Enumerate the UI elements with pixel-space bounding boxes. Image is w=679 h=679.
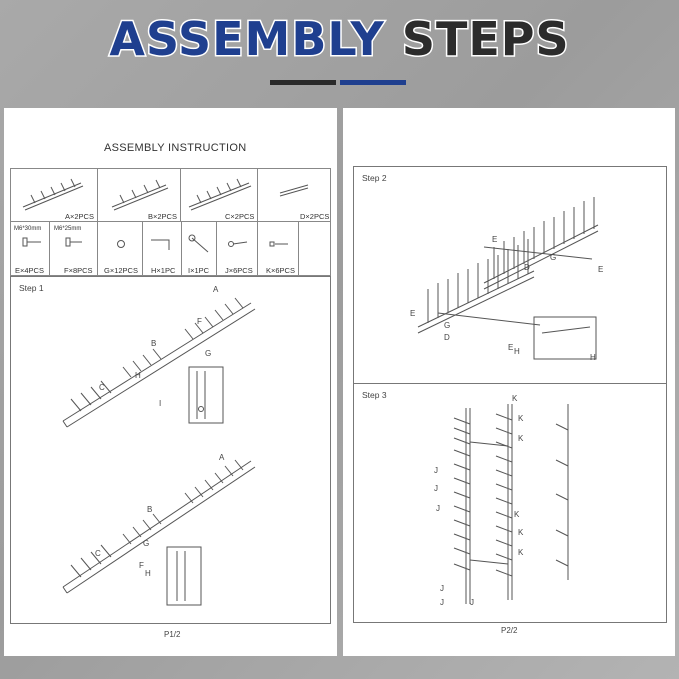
- part-cell-k: [257, 221, 299, 276]
- instruction-heading: ASSEMBLY INSTRUCTION: [104, 142, 247, 154]
- callout-f-upper: F: [197, 317, 202, 326]
- part-cell-a: [10, 168, 98, 222]
- step-3-label: Step 3: [362, 390, 387, 400]
- title-underline-dark: [270, 80, 336, 85]
- callout-j-4: J: [440, 584, 444, 593]
- callout-j-1: J: [434, 466, 438, 475]
- callout-a-lower: A: [219, 453, 225, 462]
- part-k-label: K×6PCS: [266, 266, 295, 275]
- part-e-spec: M6*30mm: [14, 226, 42, 232]
- callout-c-lower: C: [95, 549, 101, 558]
- callout-j-2: J: [434, 484, 438, 493]
- callout-g-left: G: [444, 321, 451, 330]
- part-cell-e: [10, 221, 50, 276]
- instruction-page-1: [4, 108, 337, 656]
- step-2-panel: [353, 166, 667, 384]
- part-cell-g: [97, 221, 143, 276]
- callout-k-6: K: [518, 548, 524, 557]
- part-a-label: A×2PCS: [65, 212, 94, 221]
- step-1-drawing: [11, 277, 332, 625]
- callout-j-5: J: [440, 598, 444, 607]
- callout-f-lower: F: [139, 561, 144, 570]
- part-cell-f: [49, 221, 98, 276]
- page-number-1: P1/2: [164, 630, 181, 639]
- callout-g-lower: G: [143, 539, 150, 548]
- callout-k-2: K: [518, 414, 524, 423]
- callout-h-left: H: [514, 347, 520, 356]
- step-3-drawing: [354, 384, 668, 624]
- callout-i-upper: I: [159, 399, 162, 408]
- callout-d-bottom: D: [444, 333, 450, 342]
- step-1-panel: [10, 276, 331, 624]
- page-number-2: P2/2: [501, 626, 518, 635]
- part-cell-h: [142, 221, 182, 276]
- step-2-drawing: [354, 167, 668, 385]
- callout-e-top: E: [492, 235, 498, 244]
- callout-k-5: K: [518, 528, 524, 537]
- callout-a-upper: A: [213, 285, 219, 294]
- part-c-label: C×2PCS: [225, 212, 255, 221]
- callout-h-lower: H: [145, 569, 151, 578]
- step-3-panel: [353, 383, 667, 623]
- instruction-page-2: [343, 108, 675, 656]
- part-b-label: B×2PCS: [148, 212, 177, 221]
- callout-e-bottom: E: [508, 343, 514, 352]
- part-f-spec: M6*25mm: [54, 226, 82, 232]
- page-title: [0, 4, 679, 74]
- part-h-label: H×1PC: [151, 266, 176, 275]
- callout-g-top: G: [550, 253, 557, 262]
- callout-b-lower: B: [147, 505, 153, 514]
- part-i-label: I×1PC: [188, 266, 210, 275]
- callout-h-right: H: [590, 353, 596, 362]
- part-e-label: E×4PCS: [15, 266, 44, 275]
- part-cell-j: [216, 221, 258, 276]
- part-cell-d: [257, 168, 331, 222]
- part-cell-empty: [298, 221, 331, 276]
- callout-c-upper: C: [99, 383, 105, 392]
- part-d-label: D×2PCS: [300, 212, 330, 221]
- part-cell-b: [97, 168, 181, 222]
- part-cell-i: [181, 221, 217, 276]
- part-f-label: F×8PCS: [64, 266, 93, 275]
- callout-g-upper: G: [205, 349, 212, 358]
- callout-k-3: K: [518, 434, 524, 443]
- step-2-label: Step 2: [362, 173, 387, 183]
- callout-b-upper: B: [151, 339, 157, 348]
- part-j-label: J×6PCS: [225, 266, 253, 275]
- callout-k-4: K: [514, 510, 520, 519]
- step-1-label: Step 1: [19, 283, 44, 293]
- callout-e-right: E: [598, 265, 604, 274]
- callout-e-left: E: [410, 309, 416, 318]
- callout-h-upper: H: [135, 371, 141, 380]
- callout-j-3: J: [436, 504, 440, 513]
- part-g-label: G×12PCS: [104, 266, 138, 275]
- callout-j-6: J: [470, 598, 474, 607]
- title-underline-blue: [340, 80, 406, 85]
- title-word-assembly: ASSEMBLY: [109, 12, 385, 66]
- part-cell-c: [180, 168, 258, 222]
- title-word-steps: STEPS: [401, 12, 570, 66]
- callout-d-top: D: [524, 263, 530, 272]
- callout-k-1: K: [512, 394, 518, 403]
